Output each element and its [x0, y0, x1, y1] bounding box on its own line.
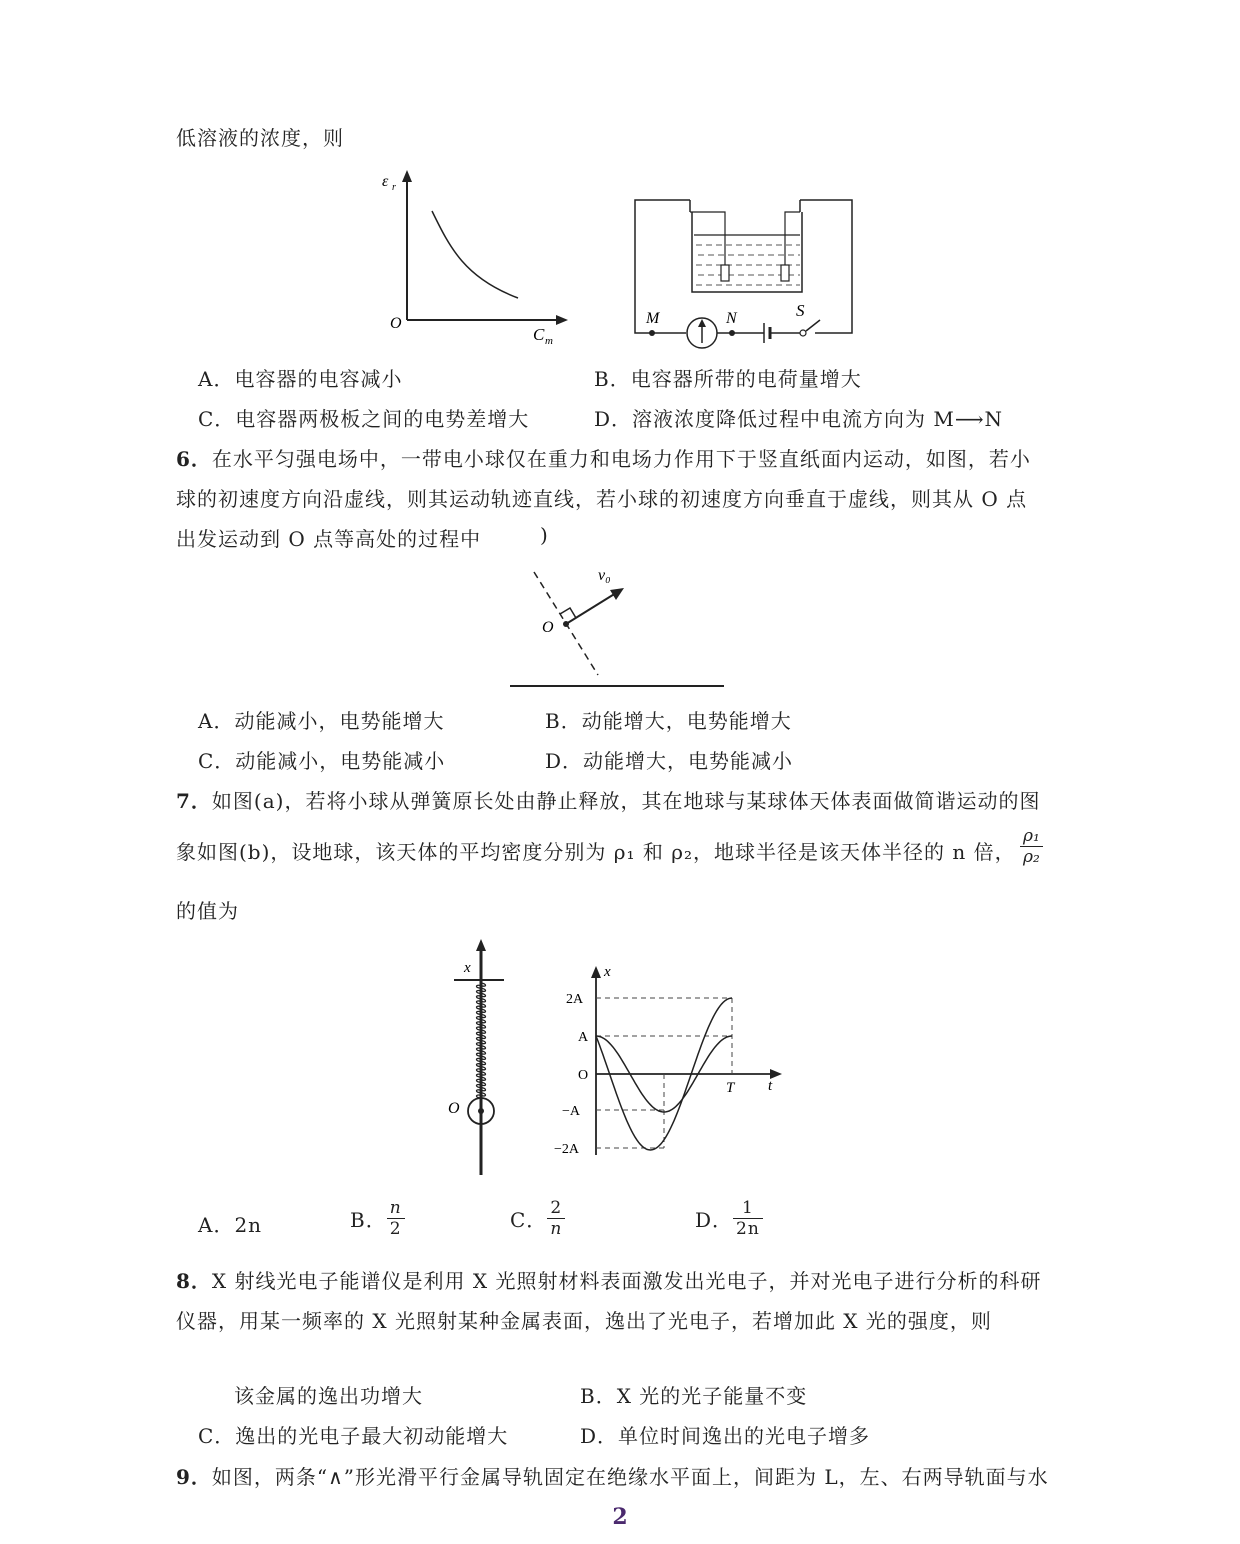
graph-y-label: ε	[382, 173, 389, 190]
q8-option-a: 该金属的逸出功增大	[234, 1384, 423, 1408]
q7b-tick-2a: 2A	[566, 992, 584, 1007]
q7a-o-label: O	[448, 1100, 460, 1117]
graph-y-sub: r	[392, 182, 396, 193]
q7-option-b-prefix: B．	[350, 1208, 387, 1232]
q7-option-d	[695, 1198, 763, 1239]
q7-option-a: A．2n	[198, 1213, 263, 1237]
q7b-tick-o: O	[578, 1068, 589, 1083]
q7b-tick-neg-2a: −2A	[554, 1142, 580, 1157]
q6-o-label: O	[542, 619, 554, 636]
q5-option-c: C．电容器两极板之间的电势差增大	[198, 407, 530, 431]
q8-line1-text: X 射线光电子能谱仪是利用 X 光照射材料表面激发出光电子，并对光电子进行分析的科研	[211, 1269, 1042, 1293]
q6-option-d: D．动能增大，电势能减小	[545, 749, 794, 773]
q9-line1-text: 如图，两条“∧”形光滑平行金属导轨固定在绝缘水平面上，间距为 L，左、右两导轨面与水	[211, 1465, 1049, 1489]
q7-figure-b	[550, 960, 790, 1165]
circuit-label-n: N	[726, 310, 737, 327]
graph-x-label: C	[533, 325, 545, 344]
q7a-x-label: x	[464, 960, 471, 976]
q5-circuit	[630, 190, 860, 350]
q7-ratio	[1020, 826, 1043, 867]
q7b-t-label: t	[768, 1078, 773, 1094]
q7-line3: 的值为	[176, 899, 239, 923]
q7-option-d-prefix: D．	[695, 1208, 734, 1232]
q7-ratio-top: ρ₁	[1020, 826, 1043, 847]
q7b-T-label: T	[726, 1080, 735, 1096]
q5-option-a: A．电容器的电容减小	[198, 367, 403, 391]
q5-option-b: B．电容器所带的电荷量增大	[594, 367, 862, 391]
q8-option-d: D．单位时间逸出的光电子增多	[580, 1424, 871, 1448]
q7-option-b-bottom: 2	[389, 1219, 402, 1239]
q7-line1-text: 如图(a)，若将小球从弹簧原长处由静止释放，其在地球与某球体天体表面做简谐运动的图	[211, 789, 1041, 813]
q6-line3: 出发运动到 O 点等高处的过程中	[176, 527, 482, 551]
q6-option-c: C．动能减小，电势能减小	[198, 749, 446, 773]
q7-option-c-bottom: n	[550, 1219, 563, 1239]
circuit-label-s: S	[796, 301, 805, 320]
q7-option-c	[510, 1198, 565, 1239]
q7-line1	[176, 785, 1040, 814]
q7-line2: 象如图(b)，设地球，该天体的平均密度分别为 ρ₁ 和 ρ₂，地球半径是该天体半径的 n 倍，	[176, 840, 1016, 864]
q7-option-c-top: 2	[547, 1198, 565, 1219]
q9-number: 9．	[176, 1465, 212, 1489]
page-number: 2	[612, 1504, 628, 1530]
q7-option-d-top: 1	[733, 1198, 763, 1219]
q5-option-d: D．溶液浓度降低过程中电流方向为 M⟶N	[594, 407, 1004, 431]
q7b-tick-neg-a: −A	[562, 1104, 581, 1119]
q6-v-label: v₀	[598, 567, 611, 584]
q6-number: 6．	[176, 447, 212, 471]
q7-number: 7．	[176, 789, 212, 813]
graph-origin: O	[390, 315, 402, 332]
q8-option-b: B．X 光的光子能量不变	[580, 1384, 808, 1408]
q8-line2: 仪器，用某一频率的 X 光照射某种金属表面，逸出了光电子，若增加此 X 光的强度，则	[176, 1309, 992, 1333]
intro-line: 低溶液的浓度，则	[176, 126, 344, 150]
q6-option-b: B．动能增大，电势能增大	[545, 709, 792, 733]
graph-x-sub: m	[545, 335, 553, 347]
q6-line3-tail: )	[540, 523, 549, 547]
q7b-x-label: x	[604, 964, 611, 980]
q7-option-d-bottom: 2n	[736, 1219, 760, 1239]
q6-line1-text: 在水平匀强电场中，一带电小球仅在重力和电场力作用下于竖直纸面内运动，如图，若小	[211, 447, 1031, 471]
circuit-label-m: M	[646, 310, 660, 327]
q8-number: 8．	[176, 1269, 212, 1293]
q9-line1	[176, 1461, 1049, 1490]
q7-option-b-top: n	[387, 1198, 405, 1219]
q6-line2: 球的初速度方向沿虚线，则其运动轨迹直线，若小球的初速度方向垂直于虚线，则其从 O 点	[176, 487, 1028, 511]
q8-option-c: C．逸出的光电子最大初动能增大	[198, 1424, 509, 1448]
q6-line1	[176, 443, 1031, 472]
q7-ratio-bottom: ρ₂	[1023, 847, 1040, 867]
q7-option-b	[350, 1198, 405, 1239]
q8-line1	[176, 1265, 1041, 1294]
q6-option-a: A．动能减小，电势能增大	[198, 709, 445, 733]
q7-option-c-prefix: C．	[510, 1208, 548, 1232]
q5-graph	[370, 168, 570, 348]
q7-figure-a	[440, 935, 520, 1180]
q6-figure	[500, 560, 740, 695]
q7b-tick-a: A	[578, 1030, 589, 1045]
